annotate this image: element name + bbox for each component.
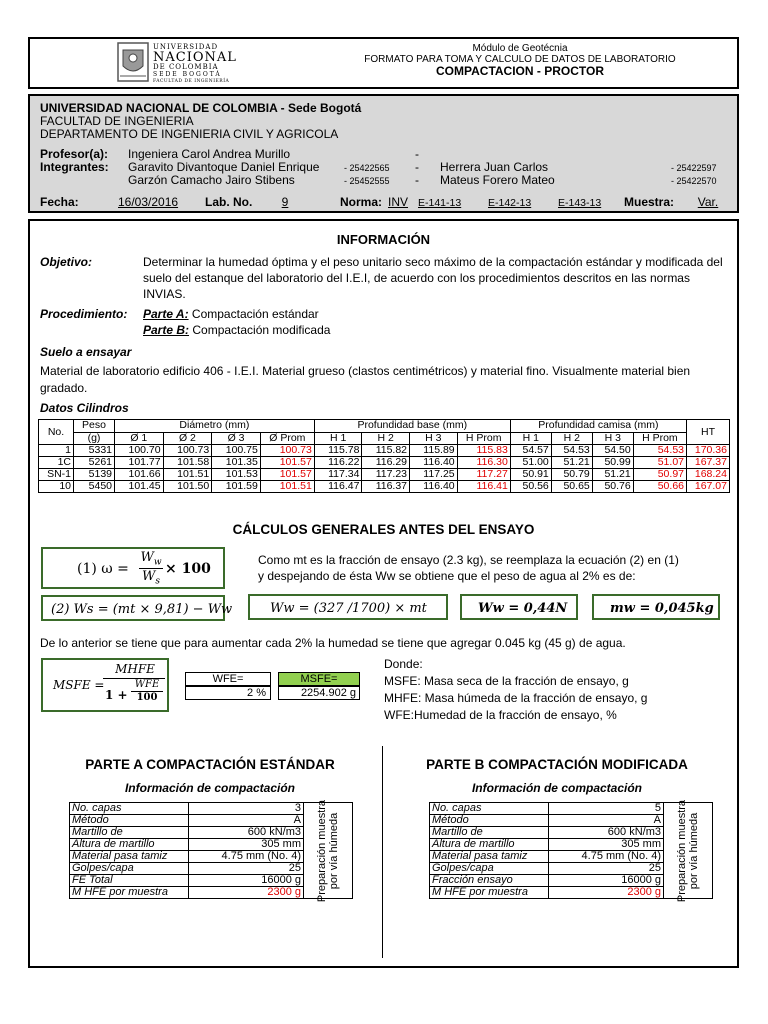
procedure-label: Procedimiento: [40,307,128,321]
logo-line5: FACULTAD DE INGENIERÍA [153,79,230,84]
col-base: Profundidad base (mm) [314,420,510,433]
col-hprom: H Prom [633,432,686,445]
dash: - [415,160,419,174]
wfe-label: WFE= [185,672,271,686]
professor-name: Ingeniera Carol Andrea Murillo [128,147,291,161]
cell-c3: 50.76 [592,481,633,493]
norm-label: Norma: [340,195,383,209]
col-h3: H 3 [592,432,633,445]
col-diametro: Diámetro (mm) [115,420,315,433]
member-name: Herrera Juan Carlos [440,160,549,174]
side-note [664,799,713,902]
part-b-label: Parte B: [143,323,190,337]
soil-label: Suelo a ensayar [40,345,132,359]
cell-key: FE Total [70,875,189,887]
cell-value: 5 [549,803,664,815]
cell-key: Material pasa tamiz [430,851,549,863]
col-h2: H 2 [551,432,592,445]
cell-b1: 115.78 [314,445,362,457]
cell-key: Método [70,815,189,827]
cell-key: Altura de martillo [430,839,549,851]
eq1-tail: × 100 [165,561,211,577]
cell-ht: 167.37 [687,457,730,469]
part-b-subtitle: Información de compactación [471,781,643,795]
cell-dprom: 101.57 [260,469,314,481]
col-camisa: Profundidad camisa (mm) [510,420,686,433]
msfe-lhs: MSFE = [53,678,105,692]
cell-value: 3 [189,803,304,815]
cell-key: Método [430,815,549,827]
cell-key: Golpes/capa [70,863,189,875]
cell-bprom: 116.41 [457,481,510,493]
member-code: - 25422565 [344,163,390,173]
msfe-den-num: WFE [134,679,160,690]
part-b-text: Compactación modificada [192,323,331,337]
col-d2: Ø 2 [163,432,212,445]
crest-icon [115,40,151,86]
col-dprom: Ø Prom [260,432,314,445]
cell-d2: 101.50 [163,481,212,493]
col-peso: Peso [74,420,115,433]
cell-ht: 168.24 [687,469,730,481]
soil-text: Material de laboratorio edificio 406 - I.E.I. Material grueso (clastos centimétricos) y material fino. Visualmente material bien gradado. [40,364,691,395]
cell-value: 4.75 mm (No. 4) [549,851,664,863]
cell-value: 16000 g [189,875,304,887]
cell-c1: 51.00 [510,457,551,469]
norm-item: E-143-13 [558,197,602,209]
calc-note [258,552,679,584]
norm-value: INV [388,195,409,209]
cell-c1: 50.91 [510,469,551,481]
cell-b3: 115.89 [410,445,458,457]
col-peso-unit: (g) [74,432,115,445]
cell-value: 2300 g [189,887,304,899]
table-row [39,481,730,493]
member-code: - 25452555 [344,176,390,186]
cell-value: A [549,815,664,827]
cell-peso: 5139 [74,469,115,481]
wfe-value: 2 % [185,686,271,700]
cell-d2: 101.51 [163,469,212,481]
cell-ht: 170.36 [687,445,730,457]
cell-b2: 116.37 [362,481,410,493]
side-note-text: Preparación muestra por vía húmeda [316,799,340,902]
equation-msfe [41,658,169,712]
part-a-text: Compactación estándar [191,307,319,321]
cell-c3: 51.21 [592,469,633,481]
def-msfe: MSFE: Masa seca de la fracción de ensayo, g [384,674,629,688]
part-a-table [69,799,353,902]
cell-dprom: 101.57 [260,457,314,469]
table-row [39,469,730,481]
cylinders-label: Datos Cilindros [40,401,129,415]
page-title: COMPACTACION - PROCTOR [436,64,604,78]
cell-c2: 51.21 [551,457,592,469]
cell-value: 16000 g [549,875,664,887]
eq1-den-text: W [142,569,156,584]
member-code: - 25422597 [671,163,717,173]
eq1-num-sub: w [153,557,162,568]
cell-no: 1C [39,457,74,469]
cell-value: 305 mm [189,839,304,851]
norm-item: E-141-13 [418,197,462,209]
cell-cprom: 54.53 [633,445,686,457]
cell-bprom: 117.27 [457,469,510,481]
cell-b1: 116.22 [314,457,362,469]
msfe-den-lead: 1 + [105,688,128,702]
side-note [304,799,353,902]
dash: - [415,147,419,161]
eq1-num [139,550,163,568]
cell-c3: 54.50 [592,445,633,457]
cell-value: A [189,815,304,827]
cell-b3: 116.40 [410,481,458,493]
university-name: UNIVERSIDAD NACIONAL DE COLOMBIA - Sede Bogotá [40,101,362,115]
eq4-text: Ww = 0,44N [478,601,568,616]
cell-d3: 101.35 [212,457,261,469]
equation-5 [592,594,720,620]
cell-d1: 101.45 [115,481,164,493]
table-row [430,803,713,815]
cell-peso: 5261 [74,457,115,469]
cell-no: 1 [39,445,74,457]
cell-d1: 101.77 [115,457,164,469]
eq5-text: mw = 0,045kg [610,601,714,616]
date-label: Fecha: [40,195,79,209]
cell-d1: 101.66 [115,469,164,481]
eq1-den [139,569,163,587]
part-a-title: PARTE A COMPACTACIÓN ESTÁNDAR [85,757,335,772]
equation-2 [41,595,233,621]
cell-no: 10 [39,481,74,493]
cell-key: Martillo de [70,827,189,839]
cell-c2: 50.79 [551,469,592,481]
part-a-subtitle: Información de compactación [124,781,296,795]
cell-c1: 50.56 [510,481,551,493]
eq3-text: Ww = (327 /1700) × mt [270,601,427,616]
members-label: Integrantes: [40,160,109,174]
cell-d2: 100.73 [163,445,212,457]
cell-b2: 115.82 [362,445,410,457]
professor-label: Profesor(a): [40,147,109,161]
col-d3: Ø 3 [212,432,261,445]
col-h2: H 2 [362,432,410,445]
col-hprom: H Prom [457,432,510,445]
msfe-value: 2254.902 g [278,686,360,700]
cell-bprom: 115.83 [457,445,510,457]
member-code: - 25422570 [671,176,717,186]
equation-1 [41,547,225,589]
cell-key: Altura de martillo [70,839,189,851]
sample-value: Var. [697,195,719,209]
logo-line4: SEDE BOGOTÁ [153,71,222,78]
col-d1: Ø 1 [115,432,164,445]
cell-key: No. capas [430,803,549,815]
objective-text: Determinar la humedad óptima y el peso unitario seco máximo de la compactación estándar y modificada del suelo del estanque del laboratorio del I.E.I, de acuerdo con los procedimientos descritos en las normas INVIAS. [143,255,723,301]
cell-key: Golpes/capa [430,863,549,875]
table-row [39,457,730,469]
cell-d1: 100.70 [115,445,164,457]
cell-value: 25 [549,863,664,875]
cell-value: 305 mm [549,839,664,851]
calculos-heading: CÁLCULOS GENERALES ANTES DEL ENSAYO [232,522,535,537]
university-logo [115,40,235,88]
member-name: Garavito Divantoque Daniel Enrique [128,160,320,174]
cell-c2: 50.65 [551,481,592,493]
cell-c1: 54.57 [510,445,551,457]
sample-label: Muestra: [624,195,675,209]
cell-peso: 5331 [74,445,115,457]
cell-b2: 116.29 [362,457,410,469]
cell-d3: 101.59 [212,481,261,493]
calc-note-line2: y despejando de ésta Ww se obtiene que el peso de agua al 2% es de: [258,569,636,583]
member-name: Mateus Forero Mateo [440,173,555,187]
logo-line3: DE COLOMBIA [153,63,219,71]
objective-label: Objetivo: [40,255,93,269]
format-label: FORMATO PARA TOMA Y CALCULO DE DATOS DE LABORATORIO [364,54,676,65]
cell-key: No. capas [70,803,189,815]
msfe-den-den: 100 [136,692,158,703]
part-a-label: Parte A: [143,307,189,321]
faculty-name: FACULTAD DE INGENIERIA [40,114,194,128]
cell-value: 600 kN/m3 [189,827,304,839]
cell-value: 4.75 mm (No. 4) [189,851,304,863]
cell-peso: 5450 [74,481,115,493]
cell-dprom: 100.73 [260,445,314,457]
norm-item: E-142-13 [488,197,532,209]
part-a-line [143,307,319,321]
calc-note-line1: Como mt es la fracción de ensayo (2.3 kg), se reemplaza la ecuación (2) en (1) [258,553,679,567]
cell-no: SN-1 [39,469,74,481]
cell-b3: 116.40 [410,457,458,469]
eq2-text: (2) Ws = (mt × 9,81) − Ww [51,602,233,617]
eq1-den-sub: s [155,576,160,587]
cell-key: M HFE por muestra [70,887,189,899]
cell-ht: 167.07 [687,481,730,493]
cell-b2: 117.23 [362,469,410,481]
cell-b3: 117.25 [410,469,458,481]
table-row [70,803,353,815]
def-mhfe: MHFE: Masa húmeda de la fracción de ensayo, g [384,691,648,705]
part-b-title: PARTE B COMPACTACIÓN MODIFICADA [426,757,688,772]
cell-b1: 117.34 [314,469,362,481]
eq1-num-text: W [140,550,154,565]
eq1-lead: (1) ω = [77,561,129,577]
cell-b1: 116.47 [314,481,362,493]
cell-key: M HFE por muestra [430,887,549,899]
side-note-text: Preparación muestra por vía húmeda [676,799,700,902]
logo-line2: NACIONAL [153,50,237,65]
cell-d3: 101.53 [212,469,261,481]
msfe-num: MHFE [115,662,155,676]
col-h3: H 3 [410,432,458,445]
module-label: Módulo de Geotécnia [472,43,568,54]
cell-key: Material pasa tamiz [70,851,189,863]
cell-value: 2300 g [549,887,664,899]
department-name: DEPARTAMENTO DE INGENIERIA CIVIL Y AGRICOLA [40,127,339,141]
donde-label: Donde: [384,657,423,671]
col-no: No. [39,420,74,445]
part-b-table [429,799,713,902]
cell-c3: 50.99 [592,457,633,469]
cylinders-table [38,419,730,493]
dash: - [415,173,419,187]
col-h1: H 1 [314,432,362,445]
definitions [384,656,647,724]
msfe-label: MSFE= [278,672,360,686]
equation-3 [248,594,448,620]
cell-c2: 54.53 [551,445,592,457]
cell-value: 600 kN/m3 [549,827,664,839]
member-name: Garzón Camacho Jairo Stibens [128,173,295,187]
cell-d3: 100.75 [212,445,261,457]
cell-cprom: 50.66 [633,481,686,493]
lab-label: Lab. No. [205,195,253,209]
info-panel [28,94,739,213]
part-b-line [143,323,330,337]
cell-value: 25 [189,863,304,875]
cell-d2: 101.58 [163,457,212,469]
equation-4 [460,594,578,620]
cell-key: Martillo de [430,827,549,839]
date-value: 16/03/2016 [118,195,179,209]
cell-bprom: 116.30 [457,457,510,469]
cell-cprom: 50.97 [633,469,686,481]
cell-cprom: 51.07 [633,457,686,469]
def-wfe: WFE:Humedad de la fracción de ensayo, % [384,708,617,722]
cell-key: Fracción ensayo [430,875,549,887]
lab-value: 9 [281,195,289,209]
table-row [39,445,730,457]
section-divider [382,746,383,958]
header-text [330,43,710,78]
col-h1: H 1 [510,432,551,445]
informacion-heading: INFORMACIÓN [336,232,431,247]
col-ht: HT [687,420,730,445]
calc-conclusion: De lo anterior se tiene que para aumentar cada 2% la humedad se tiene que agregar 0.045 kg (45 g) de agua. [40,636,626,650]
cell-dprom: 101.51 [260,481,314,493]
logo-line1: UNIVERSIDAD [153,43,219,51]
